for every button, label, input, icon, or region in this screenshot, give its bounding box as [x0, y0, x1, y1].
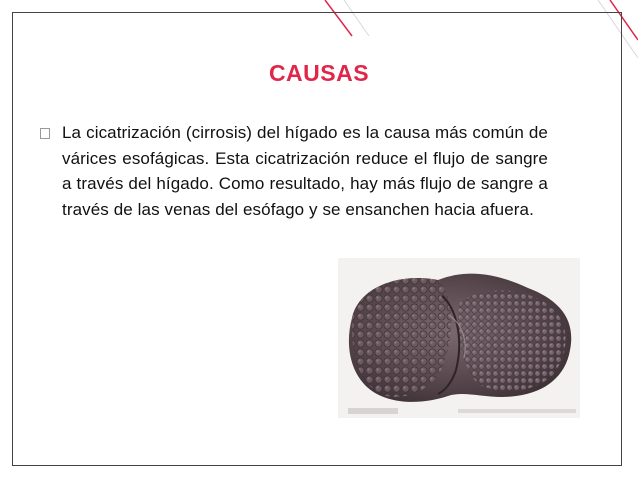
- slide-title-text: CAUSAS: [268, 60, 370, 86]
- slide-title: [0, 60, 638, 87]
- bullet-box-icon: [40, 128, 50, 139]
- bullet-text: La cicatrización (cirrosis) del hígado es la causa más común de várices esofágicas. Esta cicatrización reduce el flujo de sangre a través del hígado. Como resultado, hay más flujo de sangre a través de las venas del esófago y se ensanchen hacia afuera.: [62, 123, 548, 219]
- cirrhotic-liver-photo: [338, 258, 580, 418]
